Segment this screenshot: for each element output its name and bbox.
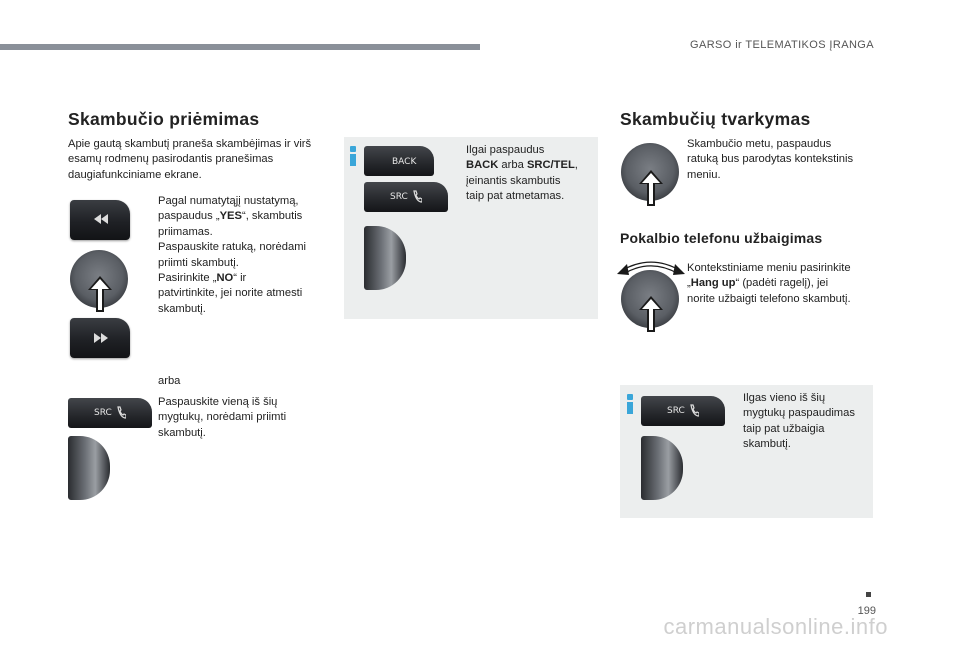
watermark: carmanualsonline.info (663, 614, 888, 639)
rewind-icon (94, 214, 108, 224)
src-tel-button[interactable]: SRC (364, 182, 448, 212)
right-title: Skambučių tvarkymas (620, 109, 811, 129)
src-accept-text: Paspauskite vieną iš šių mygtukų, norėdami priimti skambutį. (158, 396, 287, 439)
info-icon (350, 146, 358, 166)
forward-button[interactable] (70, 318, 130, 358)
section-header: GARSO ir TELEMATIKOS ĮRANGA (690, 39, 874, 51)
press-arrow-icon (88, 276, 112, 312)
reject-info-text: Ilgai paspaudus BACK arba SRC/TEL, įeinantis skambutis taip pat atmetamas. (466, 144, 578, 203)
intro-text: Apie gautą skambutį praneša skambėjimas ir virš esamų rodmenų pasirodantis pranešimas daugiafunkciniame ekrane. (68, 138, 312, 181)
hangup-text: Kontekstiniame meniu pasirinkite „Hang up“ (padėti ragelį), jei norite užbaigti telefono skambutį. (687, 262, 851, 305)
phone-icon (116, 406, 126, 419)
forward-icon (94, 333, 108, 343)
or-text: arba (158, 375, 181, 387)
steering-stalk[interactable] (68, 436, 110, 500)
rewind-button[interactable] (70, 200, 130, 240)
context-menu-text: Skambučio metu, paspaudus ratuką bus parodytas kontekstinis meniu. (687, 138, 854, 181)
press-arrow-icon (639, 296, 663, 332)
page-marker (866, 592, 871, 597)
header-bar (0, 44, 480, 50)
phone-icon (412, 190, 422, 203)
left-title: Skambučio priėmimas (68, 109, 260, 129)
press-arrow-icon (639, 170, 663, 206)
info-icon (627, 394, 635, 414)
phone-icon (689, 404, 699, 417)
hangup-subtitle: Pokalbio telefonu užbaigimas (620, 230, 823, 246)
back-button[interactable]: BACK (364, 146, 434, 176)
accept-instructions: Pagal numatytąjį nustatymą, paspaudus „YES“, skambutis priimamas. Paspauskite ratuką, norėdami priimti skambutį. Pasirinkite „NO“ ir patvirtinkite, jei norite atmesti skambutį. (158, 195, 307, 315)
hangup-info-text: Ilgas vieno iš šių mygtukų paspaudimas taip pat užbaigia skambutį. (743, 392, 855, 451)
page-number: 199 (857, 605, 876, 617)
src-button[interactable]: SRC (68, 398, 152, 428)
src-button[interactable]: SRC (641, 396, 725, 426)
